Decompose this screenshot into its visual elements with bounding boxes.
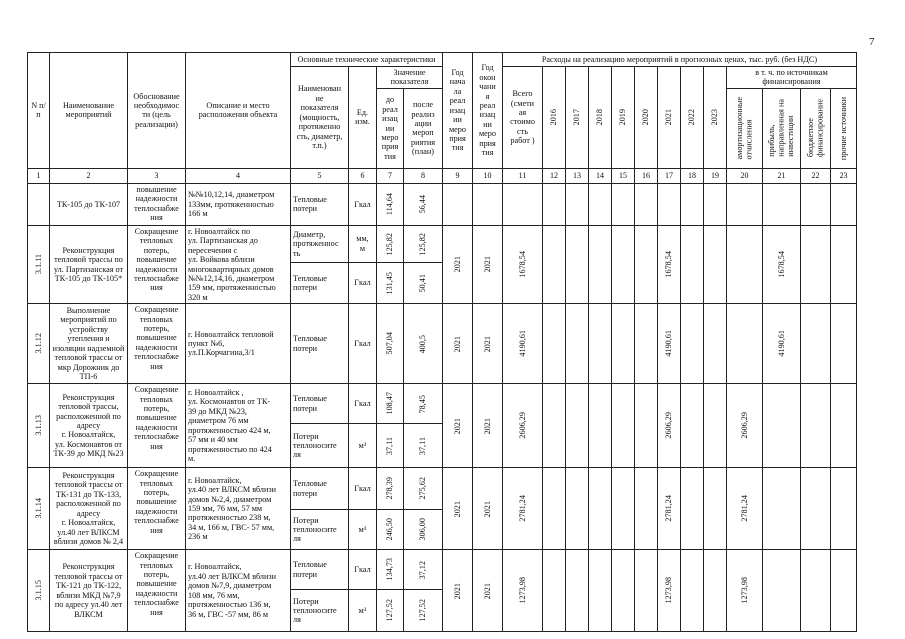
- source-profit: [763, 225, 801, 303]
- row-number-text: 3.1.11: [33, 254, 43, 275]
- cost-cell: [831, 304, 857, 384]
- cost-cell: [635, 468, 658, 550]
- cost-cell: [635, 550, 658, 632]
- value-before-text: 507,04: [385, 332, 395, 355]
- object-description: г. Новоалтайск тепловой пункт №6, ул.П.Корчагина,3/1: [186, 304, 291, 384]
- indicator-name: Тепловые потери: [291, 262, 349, 303]
- cost-cell: [612, 225, 635, 303]
- cost-cell: [566, 550, 589, 632]
- cost-cell: [543, 183, 566, 225]
- column-number: 7: [377, 168, 404, 183]
- investment-measures-table: [27, 52, 857, 632]
- cost-cell: [635, 304, 658, 384]
- object-description: г. Новоалтайск, ул.40 лет ВЛКСМ вблизи домов №7,9, диаметром 108 мм, 76 мм, протяженностью 136 м, 36 м, ГВС -57 мм, 86 м: [186, 550, 291, 632]
- indicator-name: Тепловые потери: [291, 183, 349, 225]
- cost-cell: [658, 183, 681, 225]
- cost-2021: [658, 384, 681, 468]
- header-year-2023: 2023: [704, 67, 727, 169]
- table-row: [28, 225, 857, 262]
- column-number: 12: [543, 168, 566, 183]
- cost-cell: [727, 304, 763, 384]
- cost-cell: [681, 225, 704, 303]
- measure-reason: Сокращение тепловых потерь, повышение надежности теплоснабже ния: [128, 304, 186, 384]
- value-before-text: 37,11: [385, 436, 395, 455]
- object-description: г. Новоалтайск, ул.40 лет ВЛКСМ вблизи домов №2,4, диаметром 159 мм, 76 мм, 57 мм протяженностью 238 м, 34 м, 166 м, ГВС- 57 мм, 236 м: [186, 468, 291, 550]
- header-tech-group: Основные технические характеристики: [291, 53, 443, 67]
- source-amort-text: 2781,24: [739, 495, 749, 523]
- value-before-text: 278,39: [385, 477, 395, 500]
- cost-cell: [801, 384, 831, 468]
- cost-cell: [566, 468, 589, 550]
- indicator-unit: Гкал: [349, 468, 377, 510]
- value-before: [377, 424, 404, 468]
- header-value-group: Значение показателя: [377, 67, 443, 89]
- value-before-text: 131,45: [385, 271, 395, 295]
- header-sources-group: в т. ч. по источникам финансирования: [727, 67, 857, 89]
- column-number: 9: [443, 168, 473, 183]
- value-after-text: 125,82: [418, 232, 428, 256]
- object-description: г. Новоалтайск по ул. Партизанская до пересечения с ул. Войкова вблизи многоквартирных домов №№12,14,16, диаметром 159 мм, протяженностью 320 м: [186, 225, 291, 303]
- cost-cell: [704, 384, 727, 468]
- cost-cell: [543, 468, 566, 550]
- cost-cell: [589, 468, 612, 550]
- column-number: 22: [801, 168, 831, 183]
- value-before: [377, 468, 404, 510]
- cost-cell: [566, 183, 589, 225]
- cost-cell: [763, 384, 801, 468]
- end-year: [473, 550, 503, 632]
- measure-reason: Сокращение тепловых потерь, повышение надежности теплоснабже ния: [128, 550, 186, 632]
- cost-cell: [704, 550, 727, 632]
- table-body: [28, 183, 857, 631]
- column-number: 14: [589, 168, 612, 183]
- value-after: [404, 384, 443, 424]
- cost-cell: [612, 384, 635, 468]
- column-number: 6: [349, 168, 377, 183]
- header-num: N п/ п: [28, 53, 50, 169]
- indicator-unit: Гкал: [349, 183, 377, 225]
- cost-2021: [658, 304, 681, 384]
- total-cost-text: 1678,54: [517, 251, 527, 278]
- value-after: [404, 550, 443, 590]
- cost-cell: [763, 550, 801, 632]
- total-cost-text: 2606,29: [517, 412, 527, 440]
- total-cost: [503, 225, 543, 303]
- value-after: [404, 225, 443, 262]
- cost-cell: [681, 384, 704, 468]
- page-number: 7: [869, 36, 875, 48]
- cost-cell: [589, 183, 612, 225]
- total-cost-text: 4190,61: [517, 330, 527, 358]
- value-after: [404, 424, 443, 468]
- object-description: г. Новоалтайск , ул. Космонавтов от ТК- 39 до МКД №23, диаметром 76 мм протяженностью 424 м, 57 мм и 40 мм протяженностью по 424 м.: [186, 384, 291, 468]
- cost-cell: [635, 384, 658, 468]
- indicator-name: Тепловые потери: [291, 304, 349, 384]
- cost-cell: [763, 468, 801, 550]
- column-number: 23: [831, 168, 857, 183]
- cost-cell: [566, 304, 589, 384]
- header-year-2019: 2019: [612, 67, 635, 169]
- header-source-profit: прибыль, направленная на инвестиции: [763, 88, 801, 168]
- measure-name: Реконструкция тепловой трассы, расположенной по адресу г. Новоалтайск, ул. Космонавтов от ТК-39 до МКД №23: [50, 384, 128, 468]
- row-number: [28, 468, 50, 550]
- indicator-unit: Гкал: [349, 384, 377, 424]
- indicator-name: Диаметр, протяженнос ть: [291, 225, 349, 262]
- end-year: [473, 183, 503, 225]
- header-source-amortization: амортизационные отчисления: [727, 88, 763, 168]
- total-cost-text: 2781,24: [517, 495, 527, 523]
- cost-cell: [589, 550, 612, 632]
- start-year-text: 2021: [452, 417, 462, 434]
- header-year-2018: 2018: [589, 67, 612, 169]
- total-cost: [503, 304, 543, 384]
- cost-cell: [831, 384, 857, 468]
- cost-cell: [801, 183, 831, 225]
- table-row: [28, 550, 857, 590]
- measure-name: Реконструкция тепловой трассы от ТК-121 до ТК-122, вблизи МКД №7,9 по адресу ул.40 лет ВЛКСМ: [50, 550, 128, 632]
- header-name: Наименование мероприятий: [50, 53, 128, 169]
- row-number-text: 3.1.12: [33, 333, 43, 354]
- value-after-text: 275,62: [418, 477, 428, 500]
- cost-cell: [589, 225, 612, 303]
- start-year: [443, 225, 473, 303]
- cost-2021-text: 1678,54: [664, 251, 674, 278]
- header-value-before: до реал изац ии меро прия тия: [377, 88, 404, 168]
- end-year-text: 2021: [482, 500, 492, 517]
- measure-name: Реконструкция тепловой трассы от ТК-131 до ТК-133, расположенной по адресу г. Новоалтайск, ул.40 лет ВЛКСМ вблизи домов № 2,4: [50, 468, 128, 550]
- header-value-after: после реализ ации мероп риятия (план): [404, 88, 443, 168]
- header-end-year: Год окон чани я реал изац ии меро прия тия: [473, 53, 503, 169]
- cost-cell: [543, 304, 566, 384]
- value-before-text: 114,64: [385, 193, 395, 216]
- indicator-unit: Гкал: [349, 304, 377, 384]
- table-row: [28, 384, 857, 424]
- cost-cell: [635, 225, 658, 303]
- indicator-unit: мм, м: [349, 225, 377, 262]
- value-before: [377, 510, 404, 550]
- header-year-2016: 2016: [543, 67, 566, 169]
- cost-2021: [658, 468, 681, 550]
- end-year: [473, 468, 503, 550]
- column-number: 2: [50, 168, 128, 183]
- cost-cell: [763, 183, 801, 225]
- value-before-text: 127,52: [385, 599, 395, 622]
- cost-cell: [801, 225, 831, 303]
- column-number: 5: [291, 168, 349, 183]
- row-number: [28, 550, 50, 632]
- cost-cell: [704, 304, 727, 384]
- end-year-text: 2021: [482, 582, 492, 599]
- value-after: [404, 183, 443, 225]
- source-profit-text: 1678,54: [776, 251, 786, 278]
- value-after: [404, 590, 443, 632]
- table-row: [28, 468, 857, 510]
- indicator-unit: м³: [349, 590, 377, 632]
- cost-2021: [658, 225, 681, 303]
- indicator-name: Тепловые потери: [291, 468, 349, 510]
- row-number-text: 3.1.15: [33, 580, 43, 601]
- total-cost-text: 1273,98: [517, 577, 527, 605]
- value-before: [377, 550, 404, 590]
- start-year-text: 2021: [452, 500, 462, 517]
- cost-cell: [831, 225, 857, 303]
- measure-name: ТК-105 до ТК-107: [50, 183, 128, 225]
- cost-cell: [612, 304, 635, 384]
- column-number: 17: [658, 168, 681, 183]
- cost-2021-text: 2781,24: [664, 495, 674, 523]
- row-number: [28, 225, 50, 303]
- source-amort: [727, 384, 763, 468]
- row-number: [28, 183, 50, 225]
- table-row: [28, 304, 857, 384]
- value-after-text: 37,12: [418, 560, 428, 579]
- value-after-text: 37,11: [418, 436, 428, 455]
- start-year-text: 2021: [452, 256, 462, 273]
- column-number: 21: [763, 168, 801, 183]
- header-costs-group: Расходы на реализацию мероприятий в прогнозных ценах, тыс. руб. (без НДС): [503, 53, 857, 67]
- value-before: [377, 304, 404, 384]
- source-amort-text: 1273,98: [739, 577, 749, 605]
- column-number: 10: [473, 168, 503, 183]
- object-description: №№10,12,14, диаметром 133мм, протяженностью 166 м: [186, 183, 291, 225]
- value-before: [377, 590, 404, 632]
- cost-2021-text: 1273,98: [664, 577, 674, 605]
- cost-cell: [831, 183, 857, 225]
- header-reason: Обоснование необходимос ти (цель реализации): [128, 53, 186, 169]
- end-year-text: 2021: [482, 256, 492, 273]
- value-before-text: 125,82: [385, 232, 395, 256]
- cost-cell: [635, 183, 658, 225]
- start-year-text: 2021: [452, 582, 462, 599]
- value-after-text: 306,00: [418, 518, 428, 541]
- header-year-2017: 2017: [566, 67, 589, 169]
- measure-reason: Сокращение тепловых потерь, повышение надежности теплоснабже ния: [128, 384, 186, 468]
- cost-cell: [801, 304, 831, 384]
- value-after-text: 50,41: [418, 273, 428, 293]
- measure-reason: повышение надежности теплоснабже ния: [128, 183, 186, 225]
- column-number: 16: [635, 168, 658, 183]
- start-year: [443, 183, 473, 225]
- cost-cell: [704, 225, 727, 303]
- value-before-text: 246,50: [385, 518, 395, 541]
- header-year-2021: 2021: [658, 67, 681, 169]
- source-amort-text: 2606,29: [739, 412, 749, 440]
- table-row: [28, 183, 857, 225]
- value-before: [377, 225, 404, 262]
- column-number: 18: [681, 168, 704, 183]
- end-year: [473, 384, 503, 468]
- source-profit-text: 4190,61: [776, 330, 786, 358]
- column-number: 13: [566, 168, 589, 183]
- start-year-text: 2021: [452, 335, 462, 352]
- row-number: [28, 304, 50, 384]
- cost-cell: [589, 304, 612, 384]
- cost-cell: [831, 468, 857, 550]
- value-after-text: 400,5: [418, 334, 428, 353]
- column-numbers-row: [28, 168, 857, 183]
- source-amort: [727, 550, 763, 632]
- value-before: [377, 183, 404, 225]
- cost-cell: [681, 550, 704, 632]
- cost-cell: [612, 550, 635, 632]
- cost-cell: [543, 225, 566, 303]
- cost-cell: [681, 468, 704, 550]
- header-total: Всего (смети ая стоимо сть работ ): [503, 67, 543, 169]
- header-start-year: Год нача ла реал изац ии меро прия тия: [443, 53, 473, 169]
- cost-cell: [681, 304, 704, 384]
- end-year-text: 2021: [482, 335, 492, 352]
- measure-name: Выполнение мероприятий по устройству утепления и изоляции надземной тепловой трассы от мкр Дорожник до ТП-6: [50, 304, 128, 384]
- indicator-name: Тепловые потери: [291, 384, 349, 424]
- column-number: 11: [503, 168, 543, 183]
- value-after: [404, 468, 443, 510]
- cost-2021: [658, 550, 681, 632]
- value-after: [404, 262, 443, 303]
- cost-2021-text: 2606,29: [664, 412, 674, 440]
- cost-cell: [704, 468, 727, 550]
- column-number: 15: [612, 168, 635, 183]
- indicator-name: Потери теплоносите ля: [291, 510, 349, 550]
- total-cost: [503, 183, 543, 225]
- value-before-text: 108,47: [385, 392, 395, 415]
- value-after-text: 127,52: [418, 599, 428, 622]
- cost-2021-text: 4190,61: [664, 330, 674, 358]
- row-number: [28, 384, 50, 468]
- indicator-unit: Гкал: [349, 550, 377, 590]
- cost-cell: [801, 550, 831, 632]
- cost-cell: [801, 468, 831, 550]
- indicator-unit: м³: [349, 510, 377, 550]
- cost-cell: [566, 384, 589, 468]
- measure-name: Реконструкция тепловой трассы по ул. Партизанская от ТК-105 до ТК-105*: [50, 225, 128, 303]
- header-year-2022: 2022: [681, 67, 704, 169]
- value-after-text: 56,44: [418, 195, 428, 214]
- source-amort: [727, 468, 763, 550]
- cost-cell: [566, 225, 589, 303]
- cost-cell: [612, 183, 635, 225]
- end-year: [473, 304, 503, 384]
- indicator-name: Потери теплоносите ля: [291, 424, 349, 468]
- cost-cell: [831, 550, 857, 632]
- header-indicator: Наименован ие показателя (мощность, протяженно сть, диаметр, т.п.): [291, 67, 349, 169]
- column-number: 19: [704, 168, 727, 183]
- header-description: Описание и место расположения объекта: [186, 53, 291, 169]
- end-year: [473, 225, 503, 303]
- total-cost: [503, 550, 543, 632]
- start-year: [443, 304, 473, 384]
- indicator-unit: м³: [349, 424, 377, 468]
- start-year: [443, 384, 473, 468]
- indicator-unit: Гкал: [349, 262, 377, 303]
- row-number-text: 3.1.14: [33, 498, 43, 519]
- cost-cell: [681, 183, 704, 225]
- header-source-other: прочие источники: [831, 88, 857, 168]
- indicator-name: Тепловые потери: [291, 550, 349, 590]
- measure-reason: Сокращение тепловых потерь, повышение надежности теплоснабже ния: [128, 468, 186, 550]
- row-number-text: 3.1.13: [33, 415, 43, 436]
- column-number: 8: [404, 168, 443, 183]
- cost-cell: [704, 183, 727, 225]
- end-year-text: 2021: [482, 417, 492, 434]
- header-source-budget: бюджетное финансирование: [801, 88, 831, 168]
- cost-cell: [543, 384, 566, 468]
- value-after: [404, 510, 443, 550]
- column-number: 3: [128, 168, 186, 183]
- value-before: [377, 384, 404, 424]
- value-before: [377, 262, 404, 303]
- column-number: 1: [28, 168, 50, 183]
- cost-cell: [543, 550, 566, 632]
- total-cost: [503, 384, 543, 468]
- measure-reason: Сокращение тепловых потерь, повышение надежности теплоснабже ния: [128, 225, 186, 303]
- cost-cell: [612, 468, 635, 550]
- start-year: [443, 550, 473, 632]
- cost-cell: [727, 183, 763, 225]
- header-unit: Ед. изм.: [349, 67, 377, 169]
- value-after: [404, 304, 443, 384]
- cost-cell: [727, 225, 763, 303]
- column-number: 20: [727, 168, 763, 183]
- cost-cell: [589, 384, 612, 468]
- source-profit: [763, 304, 801, 384]
- value-before-text: 134,73: [385, 558, 395, 581]
- value-after-text: 78,45: [418, 394, 428, 413]
- column-number: 4: [186, 168, 291, 183]
- start-year: [443, 468, 473, 550]
- header-year-2020: 2020: [635, 67, 658, 169]
- total-cost: [503, 468, 543, 550]
- indicator-name: Потери теплоносите ля: [291, 590, 349, 632]
